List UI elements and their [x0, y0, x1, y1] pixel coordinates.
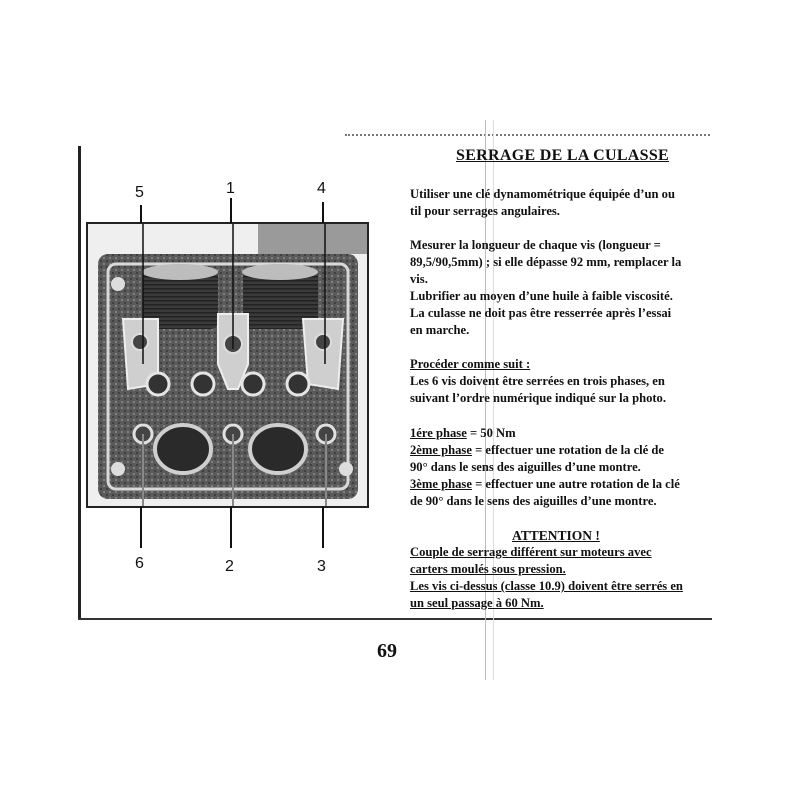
leader-4-top	[322, 202, 324, 223]
page-title: SERRAGE DE LA CULASSE	[456, 147, 670, 164]
leader-3-bottom	[322, 506, 324, 548]
attention-title: ATTENTION !	[512, 528, 600, 543]
cylinder-head-photo	[86, 222, 369, 508]
phase-1-label: 1ére phase	[410, 426, 467, 440]
phase-2-label: 2ème phase	[410, 443, 472, 457]
measure-line-2: 89,5/90,5mm) ; si elle dépasse 92 mm, remplacer la	[410, 255, 682, 269]
callout-3: 3	[317, 558, 326, 575]
page-left-border	[78, 146, 81, 620]
intro-line-1: Utiliser une clé dynamométrique équipée d’un ou	[410, 187, 675, 201]
phase-2-line	[410, 442, 710, 459]
top-dotted-rule	[345, 134, 710, 136]
measure-line-4: Lubrifier au moyen d’une huile à faible viscosité.	[410, 289, 673, 303]
leader-6-bottom	[140, 506, 142, 548]
phase-2-text: = effectuer une rotation de la clé de	[471, 443, 664, 457]
phase-3-text: = effectuer une autre rotation de la clé	[471, 477, 680, 491]
measure-line-1: Mesurer la longueur de chaque vis (longueur =	[410, 238, 661, 252]
attention-line-3: Les vis ci-dessus (classe 10.9) doivent être serrés en	[410, 579, 683, 593]
procedure-heading: Procéder comme suit :	[410, 357, 531, 371]
attention-line-2: carters moulés sous pression.	[410, 562, 566, 576]
page-number: 69	[377, 640, 397, 662]
measure-line-3: vis.	[410, 272, 428, 286]
callout-2: 2	[225, 558, 234, 575]
callout-4: 4	[317, 180, 326, 197]
intro-line-2: til pour serrages angulaires.	[410, 204, 560, 218]
leader-1-top	[230, 198, 232, 223]
phase-3-line-2: de 90° dans le sens des aiguilles d’une montre.	[410, 494, 657, 508]
phase-1-text: = 50 Nm	[466, 426, 516, 440]
measure-line-6: en marche.	[410, 323, 470, 337]
phase-3-label: 3ème phase	[410, 477, 472, 491]
callout-1: 1	[226, 180, 235, 197]
leader-2-bottom	[230, 506, 232, 548]
callout-6: 6	[135, 555, 144, 572]
callout-5: 5	[135, 184, 144, 201]
procedure-line-2: suivant l’ordre numérique indiqué sur la photo.	[410, 391, 667, 405]
attention-line-1: Couple de serrage différent sur moteurs avec	[410, 545, 652, 559]
procedure-line-1: Les 6 vis doivent être serrées en trois phases, en	[410, 374, 665, 388]
phase-3-line	[410, 476, 710, 493]
phase-2-line-2: 90° dans le sens des aiguilles d’une montre.	[410, 460, 641, 474]
attention-line-4: un seul passage à 60 Nm.	[410, 596, 544, 610]
measure-line-5: La culasse ne doit pas être resserrée après l’essai	[410, 306, 672, 320]
phase-1-line	[410, 425, 710, 442]
cylinder-head-illustration	[88, 224, 369, 508]
page-bottom-border	[78, 618, 712, 620]
leader-5-top	[140, 205, 142, 223]
